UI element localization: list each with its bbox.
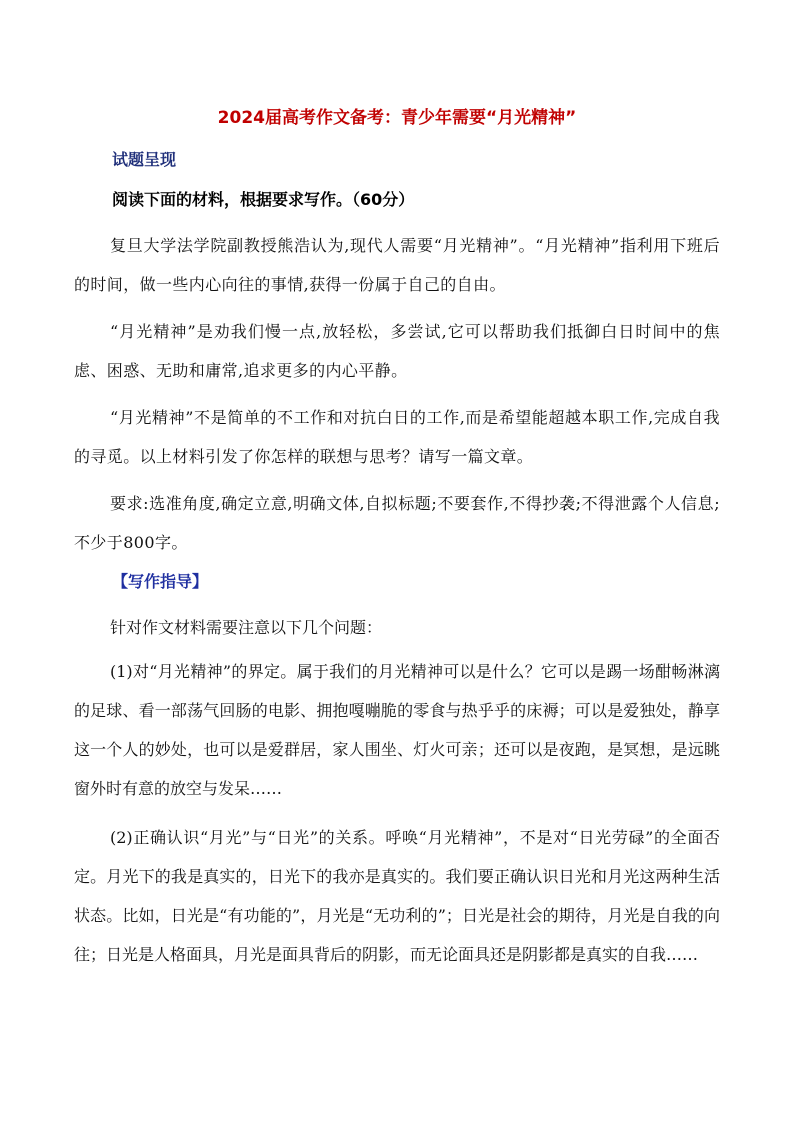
guide-point-1: (1)对“月光精神”的界定。属于我们的月光精神可以是什么？它可以是踢一场酣畅淋漓的足球、看一部荡气回肠的电影、拥抱嘎嘣脆的零食与热乎乎的床褥；可以是爱独处，静享这一个人的妙处，也可以是爱群居，家人围坐、灯火可亲；还可以是夜跑，是冥想，是远眺窗外时有意的放空与发呆…… — [74, 662, 720, 798]
requirements-paragraph: 要求:选准角度,确定立意,明确文体,自拟标题;不要套作,不得抄袭;不得泄露个人信息;不少于800字。 — [74, 494, 720, 552]
guide-heading: 【写作指导】 — [112, 572, 209, 591]
section-heading: 试题呈现 — [112, 150, 177, 169]
guide-intro: 针对作文材料需要注意以下几个问题： — [110, 618, 383, 637]
material-paragraph-3: “月光精神”不是简单的不工作和对抗白日的工作,而是希望能超越本职工作,完成自我的寻觅。以上材料引发了你怎样的联想与思考？请写一篇文章。 — [74, 408, 720, 466]
material-paragraph-2: “月光精神”是劝我们慢一点,放轻松，多尝试,它可以帮助我们抵御白日时间中的焦虑、困惑、无助和庸常,追求更多的内心平静。 — [74, 322, 720, 380]
guide-point-2: (2)正确认识“月光”与“日光”的关系。呼唤“月光精神”，不是对“日光劳碌”的全面否定。月光下的我是真实的，日光下的我亦是真实的。我们要正确认识日光和月光这两种生活状态。比如，日光是“有功能的”，月光是“无功利的”；日光是社会的期待，月光是自我的向往；日光是人格面具，月光是面具背后的阴影，而无论面具还是阴影都是真实的自我…… — [74, 828, 720, 964]
document-title: 2024届高考作文备考：青少年需要“月光精神” — [217, 108, 577, 128]
material-paragraph-1: 复旦大学法学院副教授熊浩认为,现代人需要“月光精神”。“月光精神”指利用下班后的时间，做一些内心向往的事情,获得一份属于自己的自由。 — [74, 236, 720, 294]
prompt-heading: 阅读下面的材料，根据要求写作。（60分） — [112, 190, 415, 209]
